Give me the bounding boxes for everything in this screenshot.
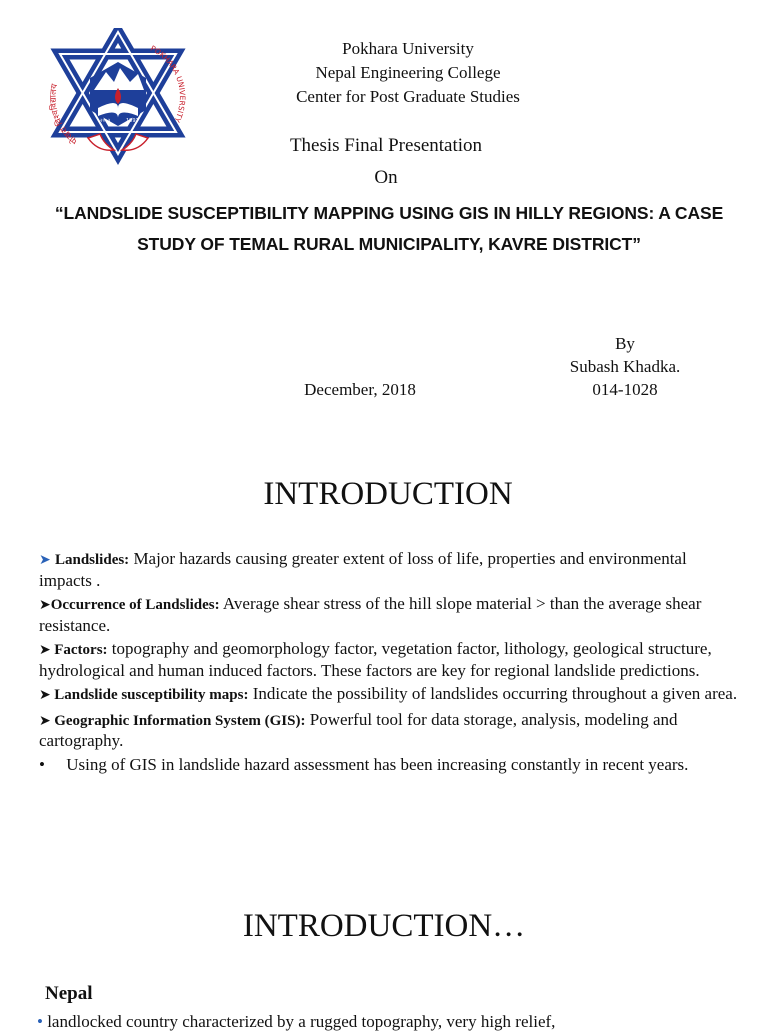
college-name: Nepal Engineering College xyxy=(315,63,501,82)
bullet-susceptibility-maps xyxy=(39,684,739,706)
bullet-label: Factors: xyxy=(54,642,108,658)
intro-bullet-list xyxy=(39,549,739,780)
arrow-bullet-icon: ➤ xyxy=(39,688,55,703)
by-label: By xyxy=(615,334,635,353)
bullet-label: Geographic Information System (GIS): xyxy=(54,712,306,729)
logo-text-left: पोखरा विश्वविद्यालय xyxy=(48,83,80,146)
bullet-text: Average shear stress of the hill slope material > than the average shear resistance. xyxy=(39,594,702,635)
bullet-label: Landslide susceptibility maps: xyxy=(54,687,249,703)
author-id: 014-1028 xyxy=(592,380,658,399)
title-line-2: STUDY OF TEMAL RURAL MUNICIPALITY, KAVRE DISTRICT” xyxy=(137,234,641,254)
institution-header xyxy=(258,37,558,109)
nepal-bullet-text: landlocked country characterized by a rugged topography, very high relief, xyxy=(42,1012,556,1031)
bullet-text: Powerful tool for data storage, analysis, modeling and cartography. xyxy=(39,709,678,750)
bullet-text: Using of GIS in landslide hazard assessment has been increasing constantly in recent years. xyxy=(44,754,689,774)
bullet-occurrence xyxy=(39,594,739,635)
dot-bullet-icon: • xyxy=(39,754,45,774)
dot-bullet-icon: • xyxy=(37,1012,43,1031)
intro-heading: INTRODUCTION xyxy=(263,476,513,512)
arrow-bullet-icon: ➤ xyxy=(39,643,55,658)
arrow-bullet-icon: ➤ xyxy=(39,713,55,729)
center-name: Center for Post Graduate Studies xyxy=(296,87,520,106)
bullet-gis-usage xyxy=(39,755,739,777)
thesis-line-2: On xyxy=(374,167,398,188)
bullet-factors xyxy=(39,639,739,680)
logo-text-right: POKHARA UNIVERSITY xyxy=(149,43,187,124)
bullet-text: topography and geomorphology factor, vegetation factor, lithology, geological structure, hydrological and human induced factors. These factors are key for regional landslide predictions. xyxy=(39,639,712,680)
logo-year-left: २०५३ xyxy=(100,118,111,124)
nepal-first-bullet xyxy=(37,1012,757,1032)
university-logo xyxy=(48,28,188,168)
bullet-gis xyxy=(39,710,739,751)
thesis-label xyxy=(236,130,536,194)
arrow-bullet-icon: ➤ xyxy=(39,598,51,613)
bullet-text: Major hazards causing greater extent of loss of life, properties and environmental impacts . xyxy=(39,549,687,590)
thesis-line-1: Thesis Final Presentation xyxy=(289,135,483,156)
thesis-title xyxy=(24,198,754,260)
author-block xyxy=(540,332,710,401)
intro-continued-heading: INTRODUCTION… xyxy=(242,908,526,944)
title-line-1: “LANDSLIDE SUSCEPTIBILITY MAPPING USING GIS IN HILLY REGIONS: A CASE xyxy=(54,203,724,223)
arrow-bullet-icon: ➤ xyxy=(39,553,51,568)
nepal-subheading: Nepal xyxy=(45,983,93,1004)
university-name: Pokhara University xyxy=(342,39,474,58)
author-name: Subash Khadka. xyxy=(569,357,681,376)
bullet-landslides xyxy=(39,549,739,590)
bullet-text: Indicate the possibility of landslides occurring throughout a given area. xyxy=(248,684,738,703)
bullet-label: Landslides: xyxy=(54,552,130,568)
bullet-label: Occurrence of Landslides: xyxy=(50,597,220,613)
logo-year-right: 1997 xyxy=(126,118,139,124)
presentation-date: December, 2018 xyxy=(304,380,416,399)
